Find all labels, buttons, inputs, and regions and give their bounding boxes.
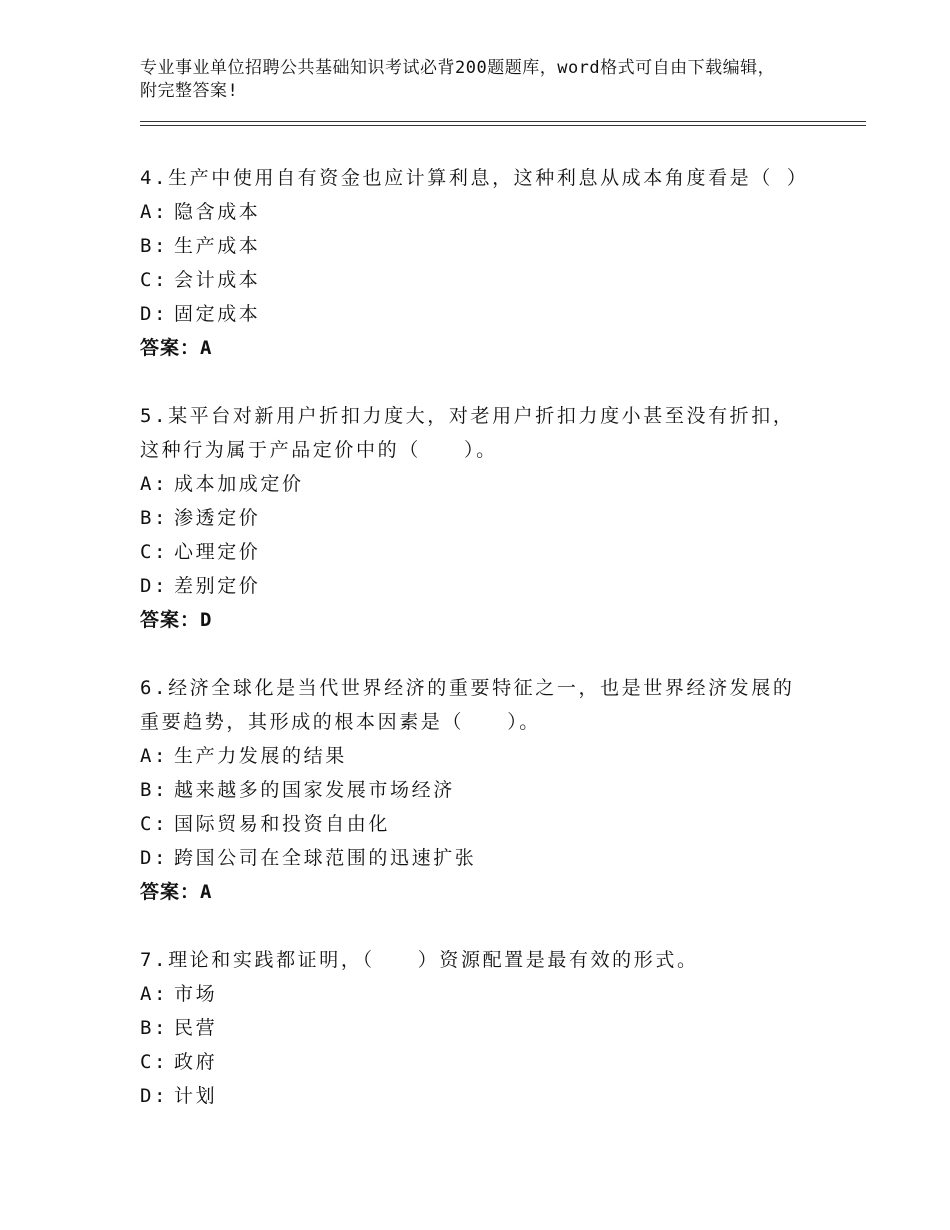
option-text: 越来越多的国家发展市场经济 <box>174 779 455 801</box>
question-stem-continued: 重要趋势，其形成的根本因素是（ ）。 <box>140 711 541 733</box>
option-text: 生产成本 <box>174 235 261 257</box>
question-6 <box>140 671 830 909</box>
option-b <box>140 1011 830 1045</box>
option-d <box>140 297 830 331</box>
option-text: 生产力发展的结果 <box>174 745 347 767</box>
question-stem: 4.生产中使用自有资金也应计算利息，这种利息从成本角度看是（ ） <box>140 167 809 189</box>
option-d <box>140 841 830 875</box>
option-text: 会计成本 <box>174 269 261 291</box>
option-letter: C: <box>140 1051 169 1073</box>
option-letter: D: <box>140 847 169 869</box>
option-a <box>140 977 830 1011</box>
option-text: 差别定价 <box>174 575 261 597</box>
option-letter: C: <box>140 269 169 291</box>
question-stem: 6.经济全球化是当代世界经济的重要特征之一，也是世界经济发展的 <box>140 677 795 699</box>
option-letter: A: <box>140 745 169 767</box>
option-b <box>140 773 830 807</box>
option-letter: C: <box>140 541 169 563</box>
option-text: 市场 <box>174 983 218 1005</box>
option-letter: D: <box>140 303 169 325</box>
option-text: 计划 <box>174 1085 218 1107</box>
option-text: 国际贸易和投资自由化 <box>174 813 391 835</box>
question-5 <box>140 399 830 637</box>
option-d <box>140 1079 830 1113</box>
option-c <box>140 807 830 841</box>
document-title: 专业事业单位招聘公共基础知识考试必背200题题库，word格式可自由下载编辑，附完整答案! <box>140 58 776 101</box>
option-letter: B: <box>140 1017 169 1039</box>
option-letter: D: <box>140 575 169 597</box>
option-letter: A: <box>140 473 169 495</box>
option-c <box>140 1045 830 1079</box>
question-stem-continued: 这种行为属于产品定价中的（ ）。 <box>140 439 498 461</box>
answer-label: 答案：A <box>140 881 213 903</box>
option-text: 成本加成定价 <box>174 473 304 495</box>
option-text: 隐含成本 <box>174 201 261 223</box>
option-text: 政府 <box>174 1051 218 1073</box>
option-letter: D: <box>140 1085 169 1107</box>
option-a <box>140 195 830 229</box>
option-b <box>140 229 830 263</box>
option-c <box>140 535 830 569</box>
option-d <box>140 569 830 603</box>
option-a <box>140 467 830 501</box>
option-letter: A: <box>140 201 169 223</box>
option-letter: A: <box>140 983 169 1005</box>
option-text: 跨国公司在全球范围的迅速扩张 <box>174 847 477 869</box>
answer-label: 答案：D <box>140 609 213 631</box>
option-text: 心理定价 <box>174 541 261 563</box>
option-text: 渗透定价 <box>174 507 261 529</box>
option-c <box>140 263 830 297</box>
header-divider-bottom <box>140 125 866 126</box>
question-7 <box>140 943 830 1113</box>
option-letter: B: <box>140 779 169 801</box>
answer-label: 答案：A <box>140 337 213 359</box>
option-text: 固定成本 <box>174 303 261 325</box>
question-4 <box>140 161 830 365</box>
option-b <box>140 501 830 535</box>
option-letter: C: <box>140 813 169 835</box>
question-stem: 7.理论和实践都证明，（ ）资源配置是最有效的形式。 <box>140 949 699 971</box>
option-a <box>140 739 830 773</box>
option-letter: B: <box>140 235 169 257</box>
header-divider-top <box>140 121 866 122</box>
option-letter: B: <box>140 507 169 529</box>
question-list <box>140 161 830 1147</box>
question-stem: 5.某平台对新用户折扣力度大，对老用户折扣力度小甚至没有折扣， <box>140 405 795 427</box>
option-text: 民营 <box>174 1017 218 1039</box>
